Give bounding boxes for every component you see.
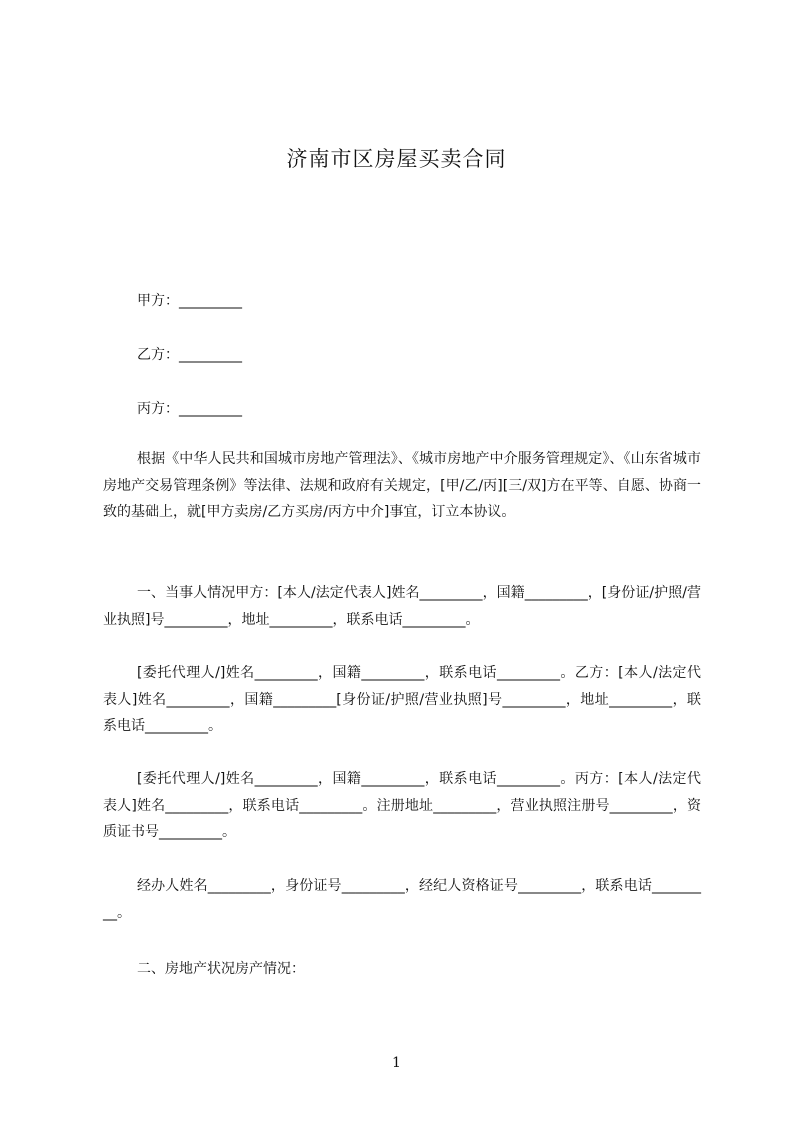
preamble-paragraph: 根据《中华人民共和国城市房地产管理法》、《城市房地产中介服务管理规定》、《山东省城市房地产交易管理条例》等法律、法规和政府有关规定，[甲/乙/丙][三/双]方在平等、自愿、协商一致的基础上，就[甲方卖房/乙方买房/丙方中介]事宜，订立本协议。: [103, 451, 701, 520]
section1-party-b-paragraph: [委托代理人/]姓名_________，国籍_________，联系电话_________。乙方：[本人/法定代表人]姓名_________，国籍_________[身份证/护照/营业执照]号_________，地址_________，联系电话_________。: [103, 665, 701, 734]
party-a-line: 甲方：_________: [137, 293, 242, 309]
page-number: 1: [392, 1055, 401, 1071]
party-c-line: 丙方：_________: [137, 401, 242, 417]
document-title: 济南市区房屋买卖合同: [286, 147, 507, 171]
party-b-line: 乙方：_________: [137, 347, 242, 363]
section1-party-c-paragraph: [委托代理人/]姓名_________，国籍_________，联系电话_________。丙方：[本人/法定代表人]姓名_________，联系电话_________。注册地址_________，营业执照注册号_________，资质证书号_________。: [103, 771, 701, 840]
section1-party-a-paragraph: 一、当事人情况甲方：[本人/法定代表人]姓名_________，国籍_________，[身份证/护照/营业执照]号_________，地址_________，联系电话_________。: [103, 585, 701, 628]
section1-agent-paragraph: 经办人姓名_________，身份证号_________，经纪人资格证号_________，联系电话_________。: [103, 878, 701, 921]
section2-heading: 二、房地产状况房产情况：: [137, 961, 305, 977]
